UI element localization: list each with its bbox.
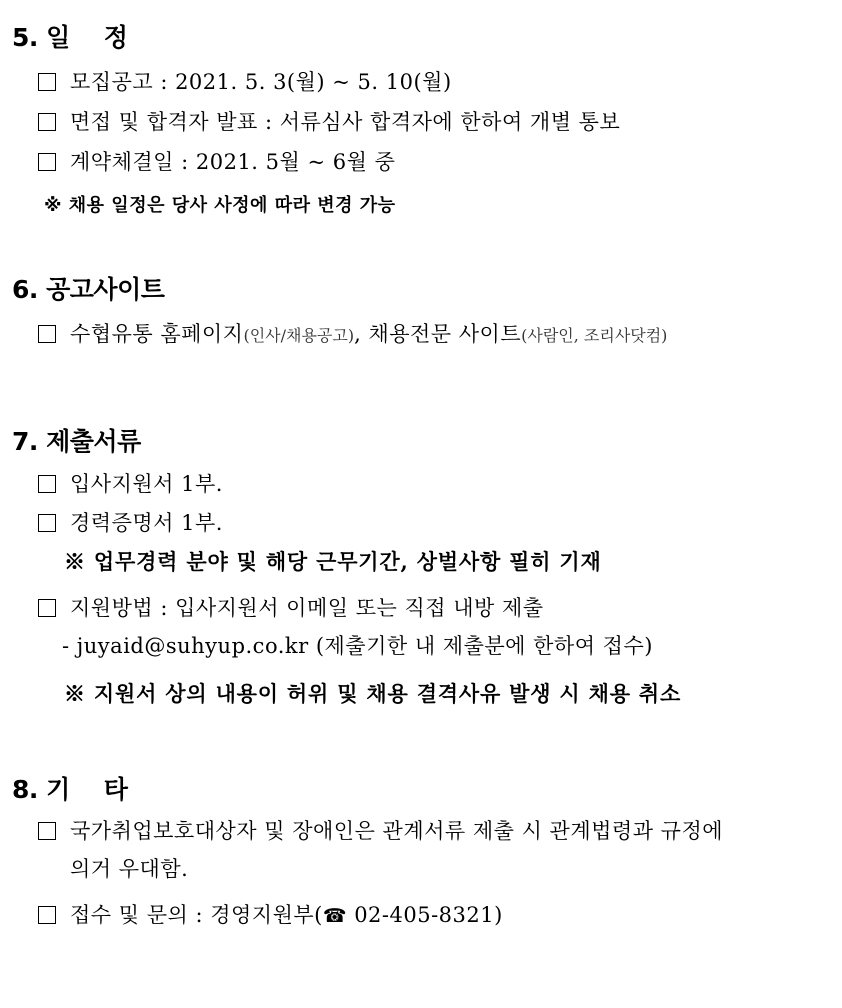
email-line: - juyaid@suhyup.co.kr (제출기한 내 제출분에 한하여 접수) xyxy=(62,634,653,658)
checkbox-icon xyxy=(38,822,56,840)
checkbox-icon xyxy=(38,325,56,343)
section-8-heading xyxy=(12,770,127,806)
schedule-note: ※ 채용 일정은 당사 사정에 따라 변경 가능 xyxy=(44,195,396,216)
list-item: 모집공고 : 2021. 5. 3(월) ~ 5. 10(월) xyxy=(38,66,452,96)
list-item: 국가취업보호대상자 및 장애인은 관계서류 제출 시 관계법령과 규정에 xyxy=(38,815,723,845)
career-note: ※ 업무경력 분야 및 해당 근무기간, 상벌사항 필히 기재 xyxy=(64,549,602,574)
checkbox-icon xyxy=(38,514,56,532)
checkbox-icon xyxy=(38,599,56,617)
checkbox-icon xyxy=(38,73,56,91)
list-item: 입사지원서 1부. xyxy=(38,468,223,498)
warning-note: ※ 지원서 상의 내용이 허위 및 채용 결격사유 발생 시 채용 취소 xyxy=(64,681,682,706)
list-item: 접수 및 문의 : 경영지원부(☎ 02-405-8321) xyxy=(38,899,503,929)
section-number: 8. xyxy=(12,775,38,804)
section-number: 6. xyxy=(12,275,38,304)
list-item: 면접 및 합격자 발표 : 서류심사 합격자에 한하여 개별 통보 xyxy=(38,106,620,136)
section-number: 7. xyxy=(12,427,38,456)
checkbox-icon xyxy=(38,475,56,493)
section-title: 타 xyxy=(103,775,128,804)
list-item-continuation: 의거 우대함. xyxy=(70,857,189,881)
section-title: 공고사이트 xyxy=(46,275,165,304)
list-item: 수협유통 홈페이지(인사/채용공고), 채용전문 사이트(사람인, 조리사닷컴) xyxy=(38,318,667,348)
list-item: 계약체결일 : 2021. 5월 ~ 6월 중 xyxy=(38,146,395,176)
section-title: 제출서류 xyxy=(46,427,141,456)
checkbox-icon xyxy=(38,906,56,924)
section-title: 일 xyxy=(46,23,70,52)
section-5-heading xyxy=(12,18,127,54)
section-title: 기 xyxy=(46,775,70,804)
section-6-heading xyxy=(12,270,164,306)
section-title: 정 xyxy=(103,23,128,52)
checkbox-icon xyxy=(38,113,56,131)
list-item: 지원방법 : 입사지원서 이메일 또는 직접 내방 제출 xyxy=(38,592,544,622)
list-item: 경력증명서 1부. xyxy=(38,507,223,537)
section-number: 5. xyxy=(12,23,38,52)
phone-icon: ☎ xyxy=(322,905,348,927)
checkbox-icon xyxy=(38,153,56,171)
section-7-heading xyxy=(12,422,141,458)
